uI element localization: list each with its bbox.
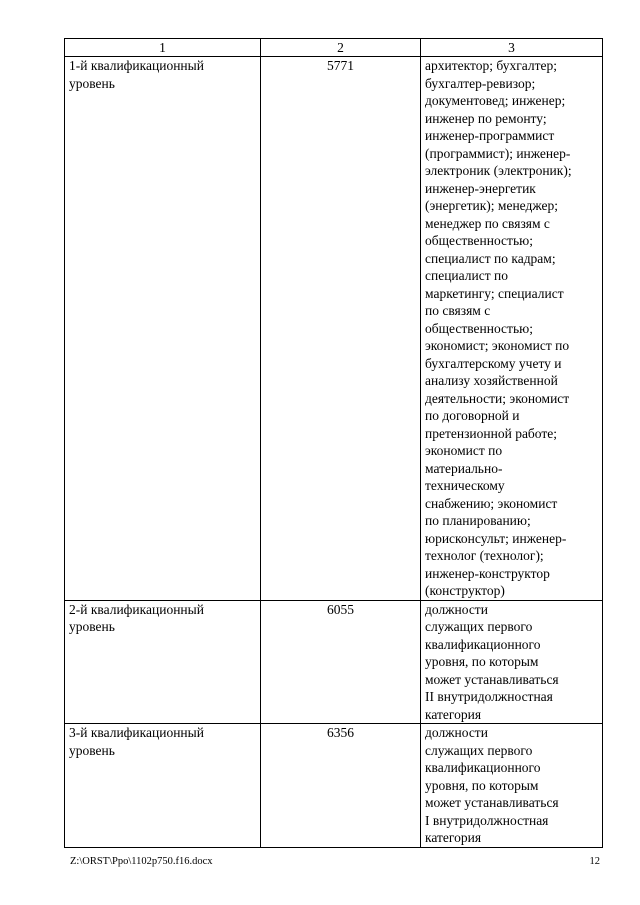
qualification-level-line: уровень	[69, 742, 115, 758]
qualification-level-cell	[65, 724, 261, 848]
job-title-line: должности	[425, 725, 488, 740]
qualification-level-line: 1-й квалификационный	[69, 58, 204, 73]
job-titles-cell	[421, 724, 603, 848]
job-title-line: уровня, по которым	[425, 654, 539, 669]
job-title-line: деятельности; экономист	[425, 390, 570, 406]
job-title-line: по связям с	[425, 303, 491, 318]
job-title-line: по договорной и	[425, 408, 520, 423]
table-body	[65, 57, 603, 848]
header-col-2: 2	[261, 39, 421, 57]
job-title-line: бухгалтерскому учету и	[425, 355, 562, 371]
table-header-row	[65, 39, 603, 57]
job-title-line: категория	[425, 830, 482, 845]
job-title-line: (программист); инженер-	[425, 145, 571, 161]
page-number: 12	[589, 856, 600, 867]
job-title-line: квалификационного	[425, 636, 541, 652]
job-title-line: II внутридолжностная	[425, 689, 553, 704]
job-title-line: инженер-конструктор	[425, 565, 550, 581]
table-header	[65, 39, 603, 57]
table-row	[65, 600, 603, 724]
job-title-line: служащих первого	[425, 742, 533, 758]
job-title-line: общественностью;	[425, 320, 533, 336]
qualification-level-line: 3-й квалификационный	[69, 725, 204, 740]
job-title-line: может устанавливаться	[425, 795, 559, 810]
amount-cell: 5771	[261, 57, 421, 601]
table-row	[65, 57, 603, 601]
job-title-line: квалификационного	[425, 760, 541, 775]
job-title-line: анализу хозяйственной	[425, 373, 558, 388]
job-title-line: экономист; экономист по	[425, 338, 570, 353]
job-title-line: (энергетик); менеджер;	[425, 198, 558, 213]
job-title-line: (конструктор)	[425, 583, 505, 598]
job-title-line: снабжению; экономист	[425, 495, 558, 511]
job-title-line: претензионной работе;	[425, 425, 558, 441]
job-title-line: электроник (электроник);	[425, 163, 572, 178]
job-title-line: по планированию;	[425, 513, 531, 528]
header-col-1: 1	[65, 39, 261, 57]
job-title-line: уровня, по которым	[425, 777, 539, 793]
job-title-line: бухгалтер-ревизор;	[425, 75, 536, 91]
job-title-line: может устанавливаться	[425, 671, 559, 687]
qualification-level-line: 2-й квалификационный	[69, 601, 204, 617]
job-title-line: юрисконсульт; инженер-	[425, 530, 567, 546]
job-title-line: служащих первого	[425, 619, 533, 634]
job-title-line: документовед; инженер;	[425, 93, 566, 108]
job-title-line: технолог (технолог);	[425, 548, 544, 563]
job-title-line: общественностью;	[425, 233, 533, 248]
qualification-level-line: уровень	[69, 75, 115, 91]
qualification-level-line: уровень	[69, 619, 115, 634]
qualification-level-cell	[65, 57, 261, 601]
job-title-line: категория	[425, 706, 482, 722]
job-title-line: материально-	[425, 460, 503, 476]
amount-cell: 6055	[261, 600, 421, 724]
job-title-line: маркетингу; специалист	[425, 285, 564, 301]
job-title-line: менеджер по связям с	[425, 215, 550, 231]
salary-table	[64, 38, 603, 848]
job-titles-cell	[421, 57, 603, 601]
job-title-line: техническому	[425, 478, 505, 493]
job-title-line: специалист по кадрам;	[425, 250, 556, 266]
table-row	[65, 724, 603, 848]
job-title-line: архитектор; бухгалтер;	[425, 58, 557, 73]
job-title-line: должности	[425, 601, 488, 617]
header-col-3: 3	[421, 39, 603, 57]
job-title-line: I внутридолжностная	[425, 812, 549, 828]
job-title-line: экономист по	[425, 443, 503, 458]
file-path: Z:\ORST\Ppo\1102p750.f16.docx	[70, 856, 213, 867]
job-title-line: специалист по	[425, 268, 508, 283]
job-title-line: инженер по ремонту;	[425, 110, 547, 126]
job-title-line: инженер-программист	[425, 128, 555, 143]
amount-cell: 6356	[261, 724, 421, 848]
job-titles-cell	[421, 600, 603, 724]
qualification-level-cell	[65, 600, 261, 724]
job-title-line: инженер-энергетик	[425, 180, 536, 196]
